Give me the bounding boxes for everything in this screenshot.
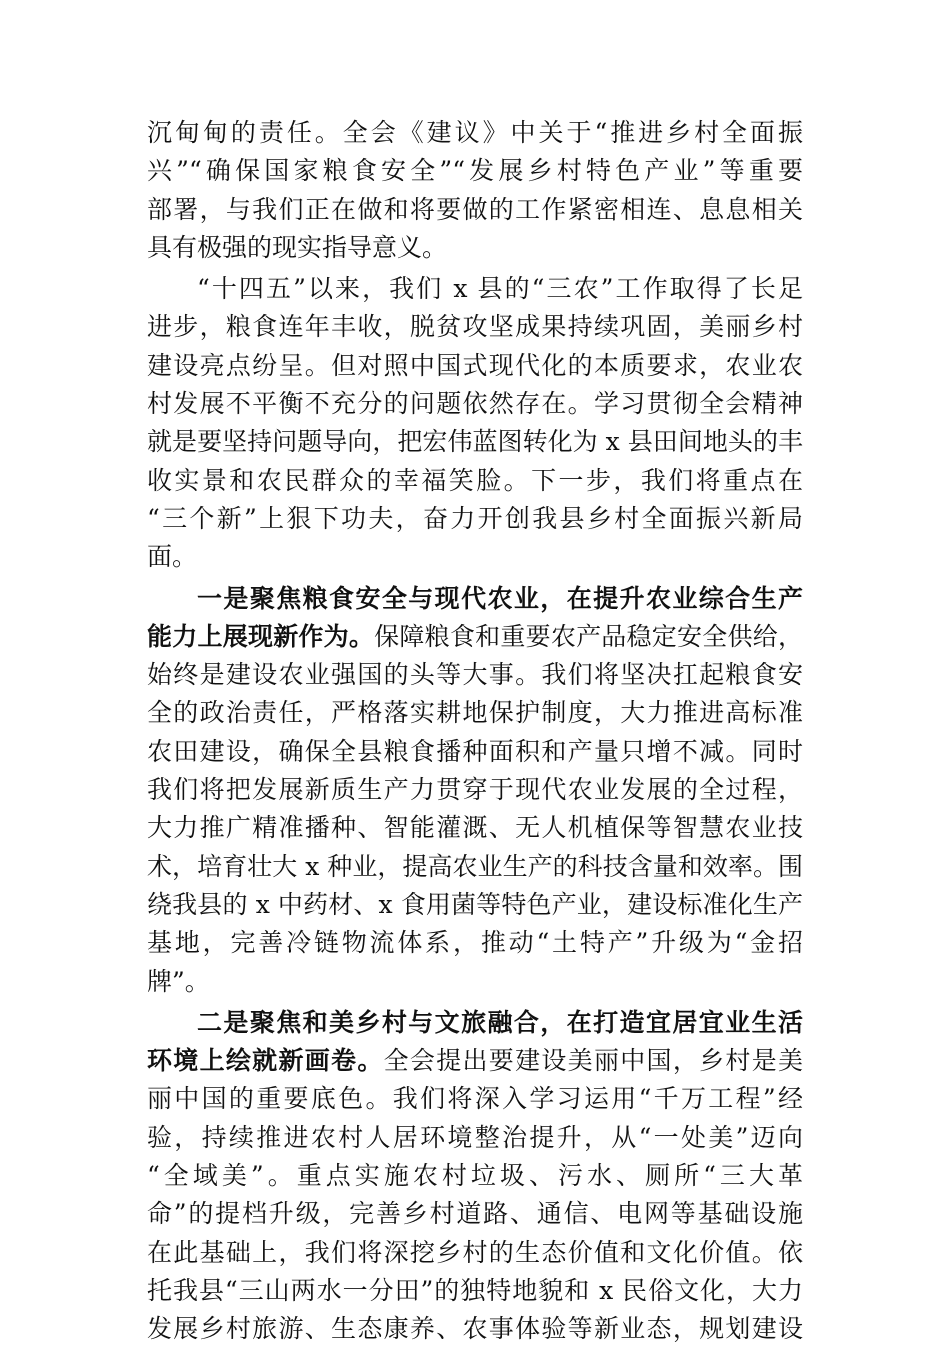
text-line: 建设亮点纷呈。但对照中国式现代化的本质要求，农业农	[147, 350, 803, 380]
bold-heading: 一是聚焦粮食安全与现代农业，在提升农业综合生产	[197, 583, 803, 613]
text-line: 收实景和农民群众的幸福笑脸。下一步，我们将重点在	[147, 465, 803, 495]
paragraph	[147, 114, 803, 267]
text-line: 全的政治责任，严格落实耕地保护制度，大力推进高标准	[147, 698, 803, 728]
paragraph	[147, 1004, 803, 1349]
text-line: 发展乡村旅游、生态康养、农事体验等新业态，规划建设	[147, 1314, 803, 1344]
text-line: 能力上展现新作为。保障粮食和重要农产品稳定安全供给，	[147, 621, 803, 651]
text-line: 部署，与我们正在做和将要做的工作紧密相连、息息相关	[147, 194, 803, 224]
text-line: 面。	[147, 542, 198, 572]
text-line: “全域美”。重点实施农村垃圾、污水、厕所“三大革	[147, 1161, 803, 1191]
paragraph	[147, 270, 803, 576]
text-line: 我们将把发展新质生产力贯穿于现代农业发展的全过程，	[147, 775, 803, 805]
text-line: 沉甸甸的责任。全会《建议》中关于“推进乡村全面振	[147, 118, 803, 147]
text-line: 大力推广精准播种、智能灌溉、无人机植保等智慧农业技	[147, 813, 803, 843]
text-line: 就是要坚持问题导向，把宏伟蓝图转化为 x 县田间地头的丰	[147, 427, 803, 457]
text-line: 进步，粮食连年丰收，脱贫攻坚成果持续巩固，美丽乡村	[147, 312, 803, 342]
text-line: 具有极强的现实指导意义。	[147, 232, 448, 262]
paragraph	[147, 580, 803, 1001]
text-line: 始终是建设农业强国的头等大事。我们将坚决扛起粮食安	[147, 660, 803, 690]
text-line: 丽中国的重要底色。我们将深入学习运用“千万工程”经	[147, 1084, 803, 1114]
text-line: 命”的提档升级，完善乡村道路、通信、电网等基础设施	[147, 1199, 803, 1229]
text-line: “十四五”以来，我们 x 县的“三农”工作取得了长足	[197, 274, 803, 304]
text-line	[147, 1004, 803, 1042]
bold-heading: 环境上绘就新画卷。	[147, 1046, 384, 1076]
text-line	[147, 580, 803, 618]
text-line: 环境上绘就新画卷。全会提出要建设美丽中国，乡村是美	[147, 1046, 803, 1076]
text-line: 农田建设，确保全县粮食播种面积和产量只增不减。同时	[147, 736, 803, 766]
text-line: 兴”“确保国家粮食安全”“发展乡村特色产业”等重要	[147, 156, 803, 186]
text-line: 牌”。	[147, 966, 210, 996]
text-line: “三个新”上狠下功夫，奋力开创我县乡村全面振兴新局	[147, 503, 803, 533]
text-line: 村发展不平衡不充分的问题依然存在。学习贯彻全会精神	[147, 389, 803, 419]
text-line: 托我县“三山两水一分田”的独特地貌和 x 民俗文化，大力	[147, 1275, 803, 1305]
bold-heading: 二是聚焦和美乡村与文旅融合，在打造宜居宜业生活	[197, 1007, 803, 1037]
text-line: 基地，完善冷链物流体系，推动“土特产”升级为“金招	[147, 928, 803, 958]
text-line: 在此基础上，我们将深挖乡村的生态价值和文化价值。依	[147, 1237, 803, 1267]
text-line: 绕我县的 x 中药材、x 食用菌等特色产业，建设标准化生产	[147, 889, 803, 919]
bold-heading: 能力上展现新作为。	[147, 621, 375, 651]
document-body	[147, 114, 803, 1349]
text-line: 术，培育壮大 x 种业，提高农业生产的科技含量和效率。围	[147, 851, 803, 881]
text-line: 验，持续推进农村人居环境整治提升，从“一处美”迈向	[147, 1122, 803, 1152]
